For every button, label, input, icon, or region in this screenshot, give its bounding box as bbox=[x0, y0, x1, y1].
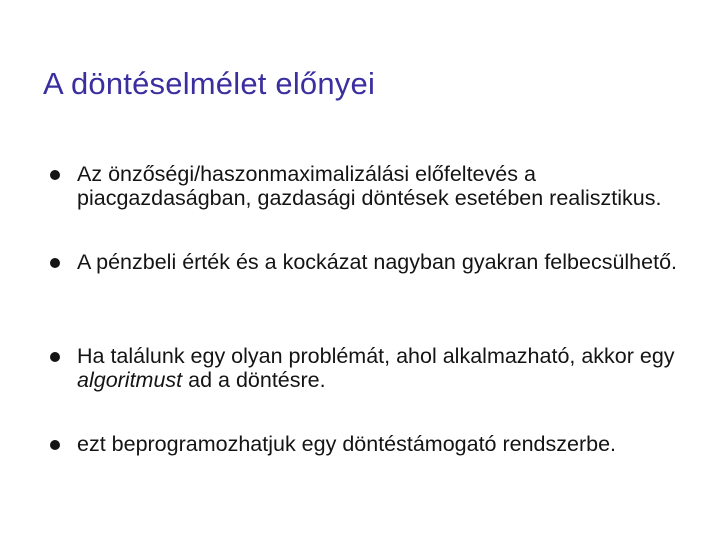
bullet-text: ezt beprogramozhatjuk egy döntéstámogató rendszerbe. bbox=[77, 432, 617, 456]
bullet-text-before: Ha találunk egy olyan problémát, ahol alkalmazható, akkor egy bbox=[77, 344, 675, 368]
bullet-dot-icon bbox=[50, 170, 60, 180]
bullet-dot-icon bbox=[50, 440, 60, 450]
bullet-item bbox=[77, 250, 697, 274]
bullet-item bbox=[77, 162, 697, 210]
bullet-item bbox=[77, 432, 697, 456]
bullet-dot-icon bbox=[50, 352, 60, 362]
bullet-item bbox=[77, 344, 697, 392]
bullet-text-after: ad a döntésre. bbox=[182, 368, 326, 392]
bullet-text: Az önzőségi/haszonmaximalizálási előfeltevés a piacgazdaságban, gazdasági döntések esetében realisztikus. bbox=[77, 162, 662, 210]
slide-title: A döntéselmélet előnyei bbox=[43, 66, 376, 101]
bullet-emphasis: algoritmust bbox=[77, 368, 183, 392]
bullet-text: A pénzbeli érték és a kockázat nagyban gyakran felbecsülhető. bbox=[77, 250, 677, 274]
bullet-dot-icon bbox=[50, 258, 60, 268]
